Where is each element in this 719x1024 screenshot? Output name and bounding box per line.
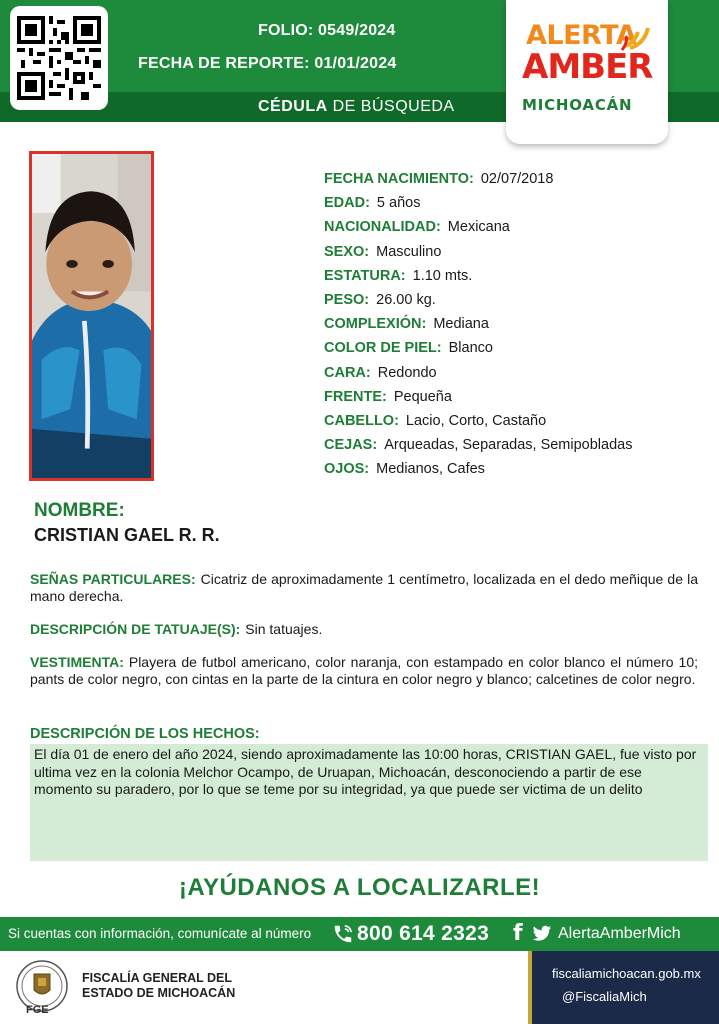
field-label: CEJAS: xyxy=(324,437,378,454)
folio-number: FOLIO: 0549/2024 xyxy=(258,22,396,39)
logo-michoacan-text: MICHOACÁN xyxy=(522,96,633,114)
field-ojos xyxy=(324,461,632,485)
nombre-value: CRISTIAN GAEL R. R. xyxy=(34,525,220,545)
logo-amber-text: AMBER xyxy=(522,47,653,87)
footer-right-panel xyxy=(528,951,719,1024)
field-value: Medianos, Cafes xyxy=(376,461,485,478)
field-estatura xyxy=(324,268,632,292)
child-photo-icon xyxy=(32,154,151,478)
field-value: Redondo xyxy=(377,364,437,381)
descripcion-tatuajes xyxy=(30,621,698,638)
field-value: Masculino xyxy=(376,243,442,260)
field-frente xyxy=(324,389,632,413)
contact-text: Si cuentas con información, comunícate al número xyxy=(8,926,312,941)
field-label: FRENTE: xyxy=(324,388,387,405)
twitter-handle-link[interactable]: @FiscaliaMich xyxy=(562,989,647,1004)
contact-bar xyxy=(0,917,719,951)
field-value: Arqueadas, Separadas, Semipobladas xyxy=(384,437,633,454)
qr-code-icon xyxy=(17,13,101,103)
field-value: Lacio, Corto, Castaño xyxy=(405,412,547,429)
field-label: EDAD: xyxy=(324,195,370,212)
field-value: 02/07/2018 xyxy=(480,171,554,187)
field-value: 1.10 mts. xyxy=(412,267,473,284)
vestimenta xyxy=(30,654,698,688)
field-peso xyxy=(324,292,632,316)
field-value: Pequeña xyxy=(393,388,452,405)
footer-left xyxy=(0,951,528,1024)
field-label: CABELLO: xyxy=(324,412,399,429)
senas-label: SEÑAS PARTICULARES: xyxy=(30,571,196,587)
twitter-icon[interactable] xyxy=(532,925,552,943)
field-label: PESO: xyxy=(324,291,370,308)
field-fecha-nacimiento xyxy=(324,171,632,195)
vestimenta-value: Playera de futbol americano, color naranja, con estampado en color blanco el número 10; pants de color negro, con cintas en la parte de la cintura en color negro y blanco; calcetines de color negro. xyxy=(30,654,698,687)
field-edad xyxy=(324,195,632,219)
help-locate-heading: ¡AYÚDANOS A LOCALIZARLE! xyxy=(178,874,541,901)
document-title-rest: DE BÚSQUEDA xyxy=(327,98,455,115)
facebook-icon[interactable]: f xyxy=(513,921,523,946)
fiscalia-name xyxy=(82,971,235,1001)
field-label: OJOS: xyxy=(324,461,370,478)
document-title-bold: CÉDULA xyxy=(258,98,328,115)
field-label: NACIONALIDAD: xyxy=(324,219,441,236)
hechos-label: DESCRIPCIÓN DE LOS HECHOS: xyxy=(30,726,260,742)
nombre-label: NOMBRE: xyxy=(34,500,125,521)
report-date: FECHA DE REPORTE: 01/01/2024 xyxy=(138,55,397,72)
fge-label: FGE xyxy=(26,1004,49,1016)
field-value: 5 años xyxy=(376,195,421,212)
field-value: Mexicana xyxy=(447,219,510,236)
missing-child-photo xyxy=(29,151,154,481)
field-label: SEXO: xyxy=(324,243,370,260)
field-complexion xyxy=(324,316,632,340)
field-label: COMPLEXIÓN: xyxy=(324,316,427,333)
document-title xyxy=(258,98,455,116)
field-nacionalidad xyxy=(324,219,632,243)
fiscalia-line-2: ESTADO DE MICHOACÁN xyxy=(82,986,236,1000)
field-label: FECHA NACIMIENTO: xyxy=(324,171,474,187)
social-handle[interactable]: AlertaAmberMich xyxy=(558,925,681,942)
qr-code[interactable] xyxy=(10,6,108,110)
field-value: Blanco xyxy=(448,340,493,357)
website-link[interactable]: fiscaliamichoacan.gob.mx xyxy=(552,966,701,981)
field-cejas xyxy=(324,437,632,461)
phone-icon xyxy=(332,922,354,946)
field-color-piel xyxy=(324,340,632,364)
tatuajes-value: Sin tatuajes. xyxy=(245,621,323,637)
tatuajes-label: DESCRIPCIÓN DE TATUAJE(S): xyxy=(30,621,241,637)
signal-waves-icon xyxy=(620,22,654,52)
personal-data-list xyxy=(324,171,632,485)
logo-alerta-text: ALERTA xyxy=(526,20,637,51)
field-label: CARA: xyxy=(324,364,371,381)
hechos-description: El día 01 de enero del año 2024, siendo aproximadamente las 10:00 horas, CRISTIAN GAEL, fue visto por ultima vez en la colonia Melchor Ocampo, de Uruapan, Michoacán, desconociendo a partir de ese momento su paradero, por lo que se teme por su integridad, ya que puede ser victima de un delito xyxy=(30,744,708,861)
field-label: ESTATURA: xyxy=(324,267,406,284)
phone-number[interactable]: 800 614 2323 xyxy=(357,922,490,945)
senas-particulares xyxy=(30,571,698,605)
field-sexo xyxy=(324,244,632,268)
field-cabello xyxy=(324,413,632,437)
senas-value: Cicatriz de aproximadamente 1 centímetro, localizada en el dedo meñique de la mano derecha. xyxy=(30,571,698,604)
fiscalia-line-1: FISCALÍA GENERAL DEL xyxy=(82,971,233,985)
field-value: 26.00 kg. xyxy=(376,291,436,308)
field-cara xyxy=(324,365,632,389)
vestimenta-label: VESTIMENTA: xyxy=(30,654,124,670)
alerta-amber-logo xyxy=(506,0,668,144)
field-label: COLOR DE PIEL: xyxy=(324,340,442,357)
field-value: Mediana xyxy=(433,316,489,333)
